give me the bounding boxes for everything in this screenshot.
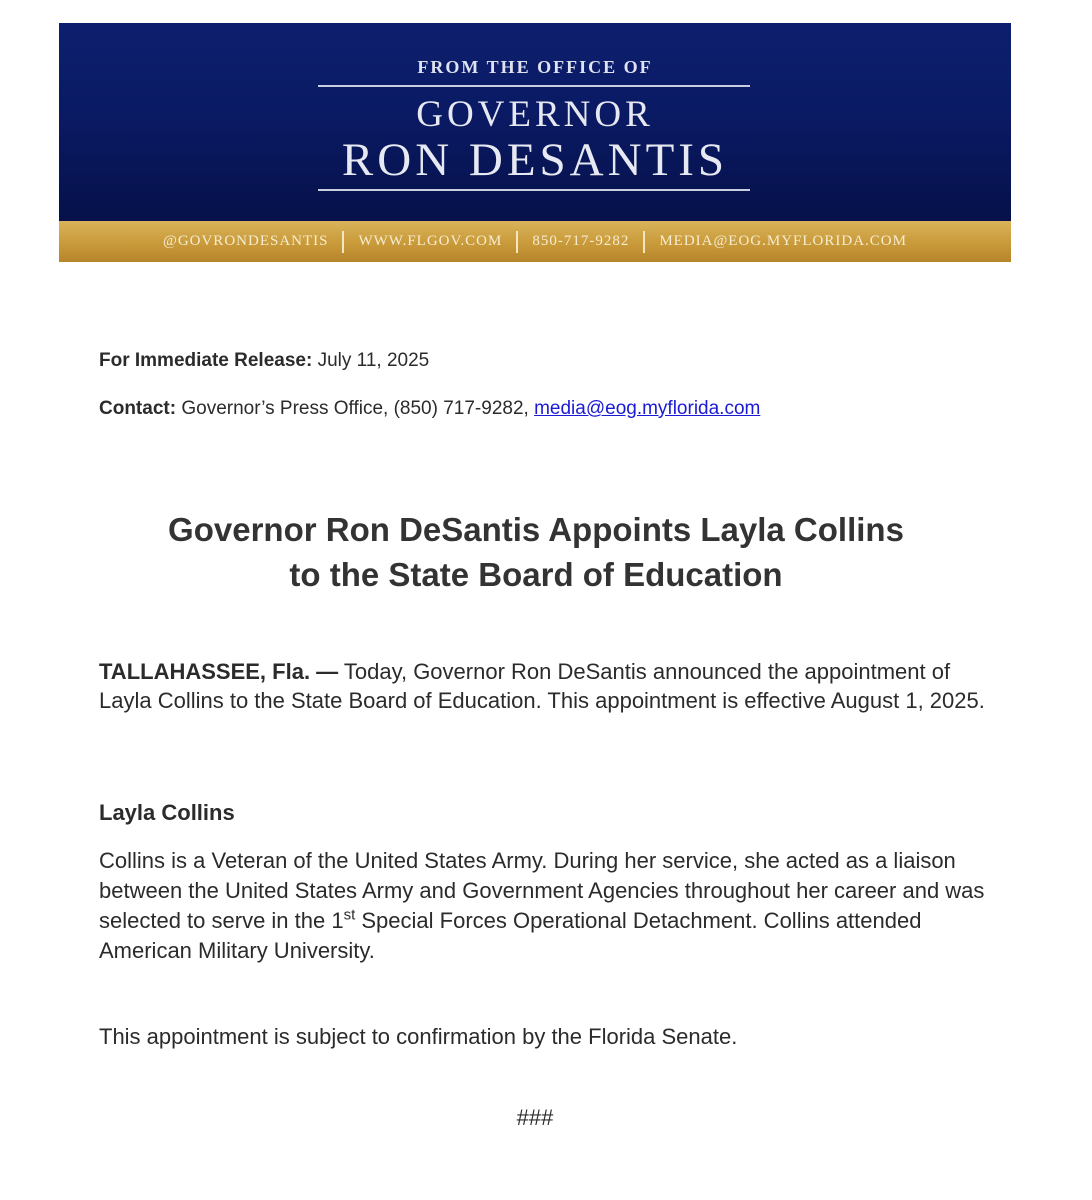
release-line	[99, 349, 429, 373]
banner-title: GOVERNOR	[416, 94, 654, 135]
banner-navy-panel	[59, 23, 1011, 221]
contact-line	[99, 397, 760, 421]
contact-label: Contact:	[99, 398, 177, 419]
bio-text-after: Special Forces Operational Detachment. Collins attended American Military University.	[99, 908, 922, 963]
press-release-banner	[59, 23, 1011, 262]
contact-email-link[interactable]: media@eog.myflorida.com	[534, 398, 761, 419]
banner-handle: @GOVRONDESANTIS	[163, 233, 329, 249]
banner-website: WWW.FLGOV.COM	[358, 233, 503, 249]
banner-top-rule	[318, 85, 750, 87]
dateline: TALLAHASSEE, Fla. —	[99, 659, 339, 684]
confirmation-paragraph: This appointment is subject to confirmation by the Florida Senate.	[99, 1024, 738, 1049]
bio-text-before: Collins is a Veteran of the United States Army. During her service, she acted as a liaison between the United States Army and Government Agencies throughout her career and was selected to serve in the 1	[99, 848, 985, 933]
banner-phone: 850-717-9282	[532, 233, 630, 249]
release-date: July 11, 2025	[317, 350, 430, 371]
release-label: For Immediate Release:	[99, 350, 313, 371]
appointee-name: Layla Collins	[99, 800, 235, 825]
banner-contact-strip	[59, 221, 1011, 262]
headline-line-1: Governor Ron DeSantis Appoints Layla Collins	[168, 511, 904, 548]
lead-text: Today, Governor Ron DeSantis announced the appointment of Layla Collins to the State Board of Education. This appointment is effective August 1, 2025.	[99, 659, 985, 713]
divider	[342, 231, 344, 253]
contact-text: Governor’s Press Office, (850) 717-9282,	[181, 398, 529, 419]
divider	[643, 231, 645, 253]
bio-paragraph	[99, 846, 989, 966]
lead-paragraph	[99, 657, 989, 715]
headline-line-2: to the State Board of Education	[289, 556, 783, 593]
divider	[516, 231, 518, 253]
banner-from-line: FROM THE OFFICE OF	[417, 57, 653, 77]
banner-email: MEDIA@EOG.MYFLORIDA.COM	[659, 233, 907, 249]
bio-superscript: st	[343, 906, 356, 924]
end-mark: ###	[516, 1105, 554, 1130]
page-title	[60, 507, 1012, 597]
banner-governor-name: RON DESANTIS	[341, 134, 729, 186]
banner-bottom-rule	[318, 189, 750, 191]
